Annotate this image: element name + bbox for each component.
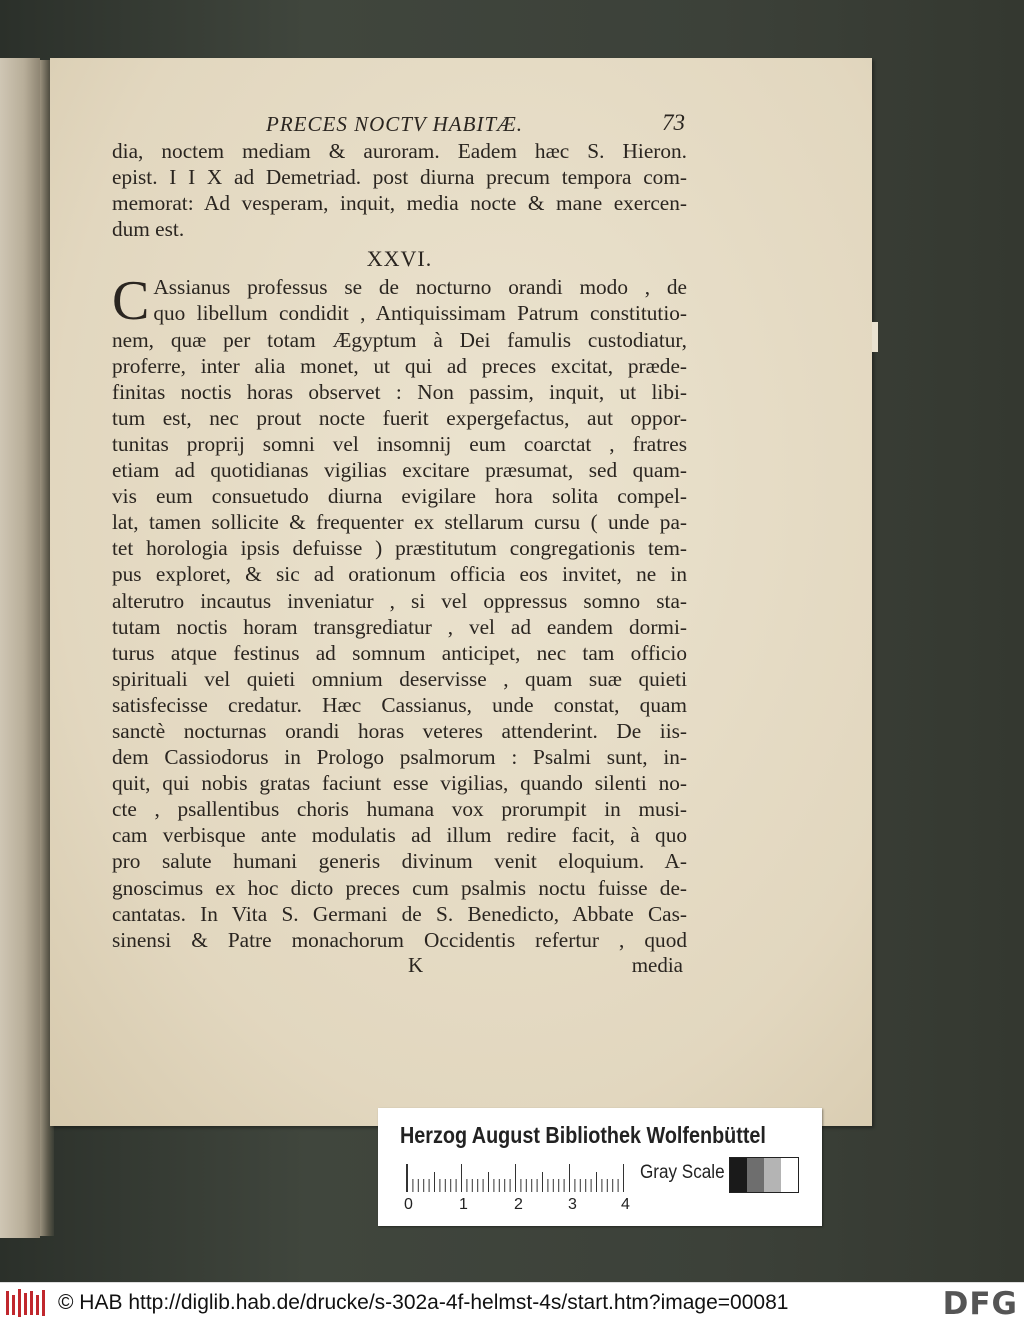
text-line: cam verbisque ante modulatis ad illum redire facit, à quo xyxy=(112,823,687,848)
scale-ruler xyxy=(406,1164,627,1192)
ruler-ticks xyxy=(407,1164,627,1192)
catchword: media xyxy=(631,952,683,977)
swatch xyxy=(730,1158,747,1192)
text-line: tutam noctis horam transgrediatur , vel ad eandem dormi- xyxy=(112,614,687,639)
ruler-label: 2 xyxy=(514,1196,523,1213)
text-line: memorat: Ad vesperam, inquit, media nocte & mane exercen- xyxy=(112,191,687,216)
ruler-label: 0 xyxy=(404,1196,413,1213)
swatch xyxy=(747,1158,764,1192)
text-line: tet horologia ipsis defuisse ) præstitutum congregationis tem- xyxy=(112,536,687,561)
running-head xyxy=(112,108,687,138)
page-text xyxy=(112,108,687,979)
page-footer-line xyxy=(112,953,687,979)
page-tab-marker xyxy=(872,322,878,352)
body-text-top xyxy=(112,138,687,242)
text-line: etiam ad quotidianas vigilias excitare præsumat, sed quam- xyxy=(112,458,687,483)
ruler-label: 1 xyxy=(459,1196,468,1213)
signature-mark: K xyxy=(408,952,424,977)
gray-scale-swatches xyxy=(729,1157,799,1193)
ruler-label: 4 xyxy=(621,1196,630,1213)
text-line: dia, noctem mediam & auroram. Eadem hæc S. Hieron. xyxy=(112,139,687,163)
text-line: vis eum consuetudo diurna evigilare hora solita compel- xyxy=(112,484,687,509)
text-line: quit, qui nobis gratas faciunt esse vigilias, quando silenti no- xyxy=(112,771,687,796)
body-text-main xyxy=(112,270,687,952)
hab-logo-icon xyxy=(6,1289,48,1317)
left-page-edge xyxy=(0,58,40,1238)
text-line: satisfecisse credatur. Hæc Cassianus, unde constat, quam xyxy=(112,692,687,717)
text-line: dem Cassiodorus in Prologo psalmorum : Psalmi sunt, in- xyxy=(112,745,687,770)
footer-bar xyxy=(0,1282,1024,1323)
text-line: sanctè nocturnas orandi horas veteres attenderint. De iis- xyxy=(112,718,687,743)
text-line: pro salute humani generis divinum venit eloquium. A- xyxy=(112,849,687,874)
library-color-card xyxy=(378,1108,822,1226)
gray-scale-label: Gray Scale xyxy=(640,1162,725,1183)
swatch xyxy=(764,1158,781,1192)
text-line: nem, quæ per totam Ægyptum à Dei famulis custodiatur, xyxy=(112,327,687,352)
text-line: sinensi & Patre monachorum Occidentis refertur , quod xyxy=(112,927,687,952)
text-line: lat, tamen sollicite & frequenter ex stellarum cursu ( unde pa- xyxy=(112,510,687,535)
text-line: proferre, inter alia monet, ut qui ad preces excitat, præde- xyxy=(112,353,687,378)
text-line: Assianus professus se de nocturno orandi modo , de xyxy=(153,275,687,300)
text-line: epist. I I X ad Demetriad. post diurna precum tempora com- xyxy=(112,165,687,190)
text-line: cte , psallentibus choris humana vox prorumpit in musi- xyxy=(112,797,687,822)
ruler-label: 3 xyxy=(568,1196,577,1213)
text-line: finitas noctis horas observet : Non passim, inquit, ut libi- xyxy=(112,379,687,404)
dfg-logo: DFG xyxy=(942,1286,1018,1322)
text-line: spirituali vel quieti omnium deservisse , quam suæ quieti xyxy=(112,666,687,691)
text-line: pus exploret, & sic ad orationum officia eos invitet, ne in xyxy=(112,562,687,587)
drop-cap: C xyxy=(112,270,150,333)
text-line: tum est, nec prout nocte fuerit expergefactus, aut oppor- xyxy=(112,405,687,430)
source-url[interactable]: © HAB http://diglib.hab.de/drucke/s-302a-4f-helmst-4s/start.htm?image=00081 xyxy=(58,1291,789,1314)
library-name: Herzog August Bibliothek Wolfenbüttel xyxy=(400,1122,766,1148)
text-line: gnoscimus ex hoc dicto preces cum psalmis noctu fuisse de- xyxy=(112,875,687,900)
text-line: tunitas proprij somni vel insomnij eum coarctat , fratres xyxy=(112,431,687,456)
text-line: alterutro incautus inveniatur , si vel oppressus somno sta- xyxy=(112,588,687,613)
running-head-title: PRECES NOCTV HABITÆ. xyxy=(266,112,524,136)
section-number: XXVI. xyxy=(366,246,433,272)
text-line: cantatas. In Vita S. Germani de S. Benedicto, Abbate Cas- xyxy=(112,901,687,926)
page-number: 73 xyxy=(662,110,685,135)
text-line-last: dum est. xyxy=(112,217,185,242)
text-line: quo libellum condidit , Antiquissimam Patrum constitutio- xyxy=(153,301,687,326)
text-line: turus atque festinus ad somnum anticipet, nec tam officio xyxy=(112,640,687,665)
swatch xyxy=(781,1158,798,1192)
